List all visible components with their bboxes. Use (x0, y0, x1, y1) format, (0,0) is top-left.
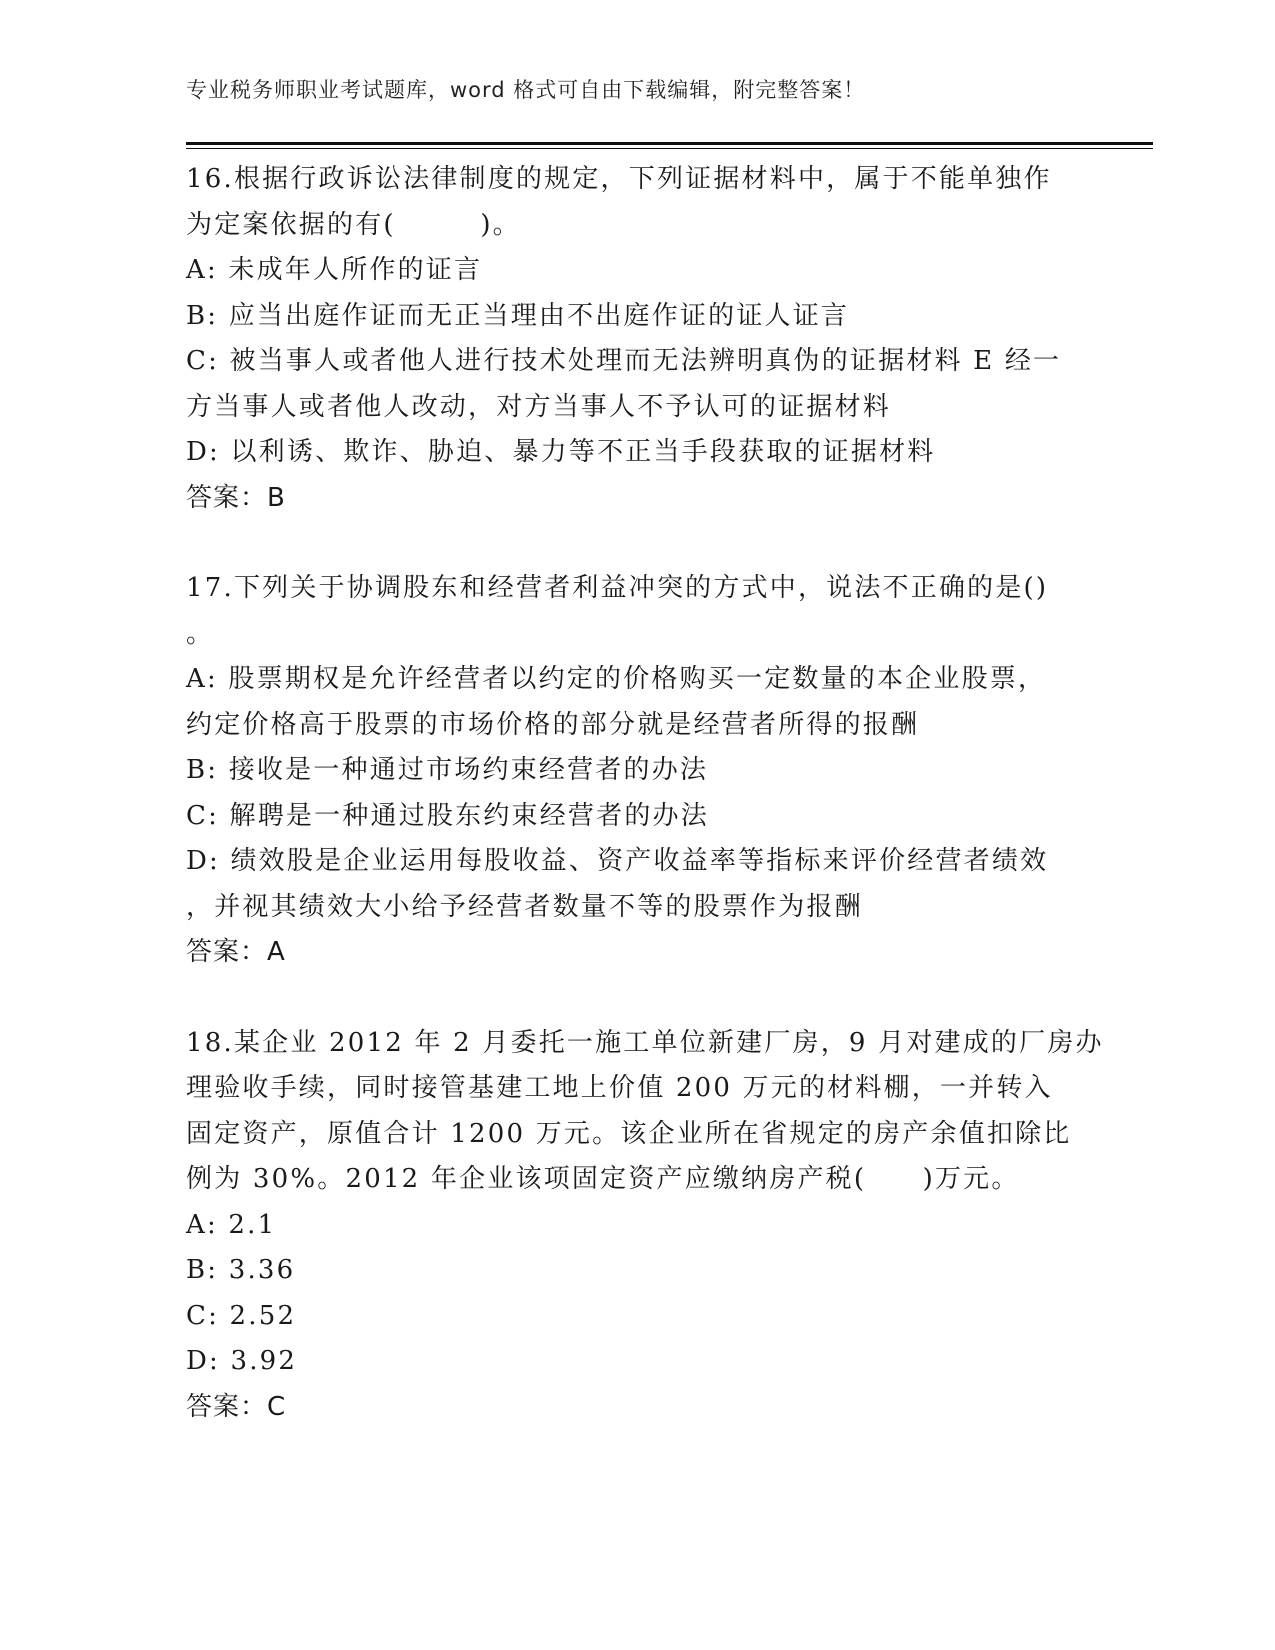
header-rule-thick (186, 142, 1153, 145)
option-c-continued: 方当事人或者他人改动，对方当事人不予认可的证据材料 (186, 391, 892, 422)
option-a: A: 2.1 (186, 1209, 277, 1240)
question-text: 例为 30%。2012 年企业该项固定资产应缴纳房产税( )万元。 (186, 1164, 1020, 1194)
option-b: B: 应当出庭作证而无正当理由不出庭作证的证人证言 (186, 300, 850, 331)
spacer (186, 521, 1086, 566)
option-d-continued: ，并视其绩效大小给予经营者数量不等的股票作为报酬 (186, 891, 863, 922)
question-text: 理验收手续，同时接管基建工地上价值 200 万元的材料棚，一并转入 (186, 1073, 1053, 1103)
answer: 答案：C (186, 1391, 287, 1422)
spacer (186, 976, 1086, 1021)
option-b: B: 接收是一种通过市场约束经营者的办法 (186, 755, 709, 785)
question-list (186, 157, 1104, 1430)
answer: 答案：A (186, 937, 286, 967)
question-text: 17.下列关于协调股东和经营者利益冲突的方式中，说法不正确的是() (186, 573, 1049, 603)
option-b: B: 3.36 (186, 1255, 296, 1285)
option-c: C: 2.52 (186, 1300, 297, 1331)
question-text: 18.某企业 2012 年 2 月委托一施工单位新建厂房，9 月对建成的厂房办 (186, 1027, 1104, 1058)
answer: 答案：B (186, 482, 286, 513)
question-text: 16.根据行政诉讼法律制度的规定，下列证据材料中，属于不能单独作 (186, 164, 1052, 194)
question-17 (186, 566, 1086, 976)
question-text: 。 (186, 618, 215, 649)
option-d: D: 以利诱、欺诈、胁迫、暴力等不正当手段获取的证据材料 (186, 437, 936, 467)
option-a-continued: 约定价格高于股票的市场价格的部分就是经营者所得的报酬 (186, 709, 920, 740)
option-a: A: 未成年人所作的证言 (186, 255, 483, 285)
question-16 (186, 157, 1086, 521)
option-c: C: 解聘是一种通过股东约束经营者的办法 (186, 800, 709, 831)
page-header: 专业税务师职业考试题库，word 格式可自由下载编辑，附完整答案！ (186, 78, 866, 102)
question-text: 固定资产，原值合计 1200 万元。该企业所在省规定的房产余值扣除比 (186, 1118, 1072, 1149)
option-a: A: 股票期权是允许经营者以约定的价格购买一定数量的本企业股票， (186, 664, 1047, 694)
option-c: C: 被当事人或者他人进行技术处理而无法辨明真伪的证据材料 E 经一 (186, 346, 1062, 376)
option-d: D: 3.92 (186, 1346, 298, 1376)
option-d: D: 绩效股是企业运用每股收益、资产收益率等指标来评价经营者绩效 (186, 846, 1049, 876)
question-18 (186, 1021, 1104, 1431)
question-text: 为定案依据的有( )。 (186, 209, 521, 240)
header-rule-thin (186, 148, 1153, 149)
